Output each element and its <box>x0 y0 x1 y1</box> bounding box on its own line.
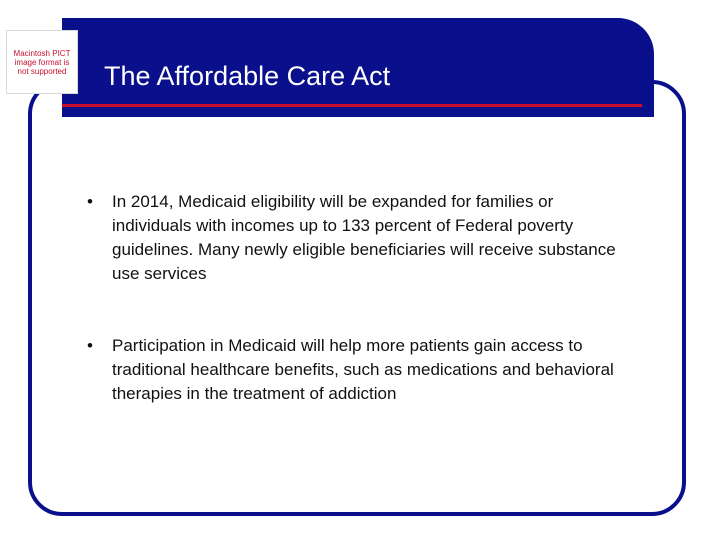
bullet-marker-icon: • <box>87 192 93 211</box>
slide-title: The Affordable Care Act <box>104 61 391 91</box>
bullet-item <box>84 190 624 286</box>
bullet-list <box>84 190 624 406</box>
bullet-text: Participation in Medicaid will help more patients gain access to traditional healthcare benefits, such as medications and behavioral therapies in the treatment of addiction <box>112 336 614 403</box>
bullet-item <box>84 334 624 406</box>
bullet-text: In 2014, Medicaid eligibility will be expanded for families or individuals with incomes up to 133 percent of Federal poverty guidelines. Many newly eligible beneficiaries will receive substance use services <box>112 192 616 283</box>
unsupported-image-placeholder <box>6 30 78 94</box>
title-underline <box>62 104 642 107</box>
bullet-marker-icon: • <box>87 336 93 355</box>
placeholder-text: Macintosh PICT image format is not supported <box>13 48 71 76</box>
